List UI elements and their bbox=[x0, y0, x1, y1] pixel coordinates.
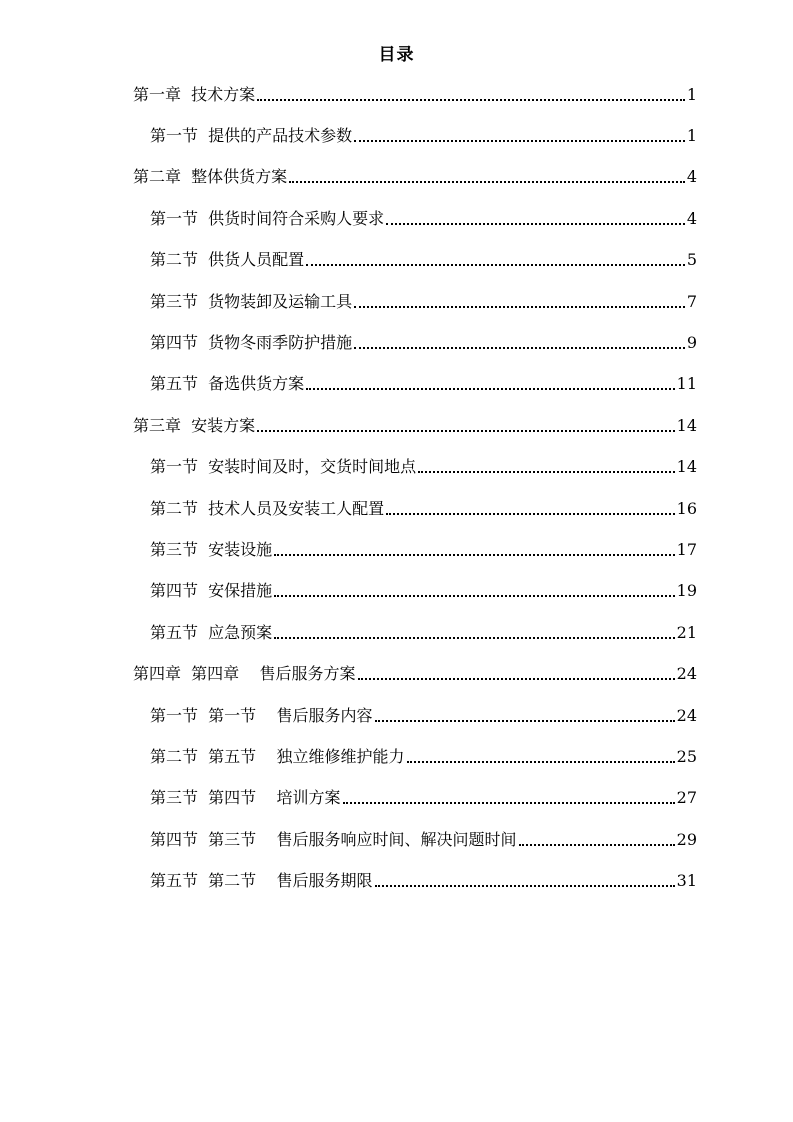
toc-page-number: 1 bbox=[686, 126, 697, 146]
dot-leader bbox=[306, 250, 685, 270]
toc-page-number: 9 bbox=[686, 333, 697, 353]
toc-entry-text: 第二节 供货人员配置 bbox=[150, 250, 305, 270]
dot-leader bbox=[274, 623, 674, 643]
toc-entry-section-4-4[interactable] bbox=[0, 819, 793, 860]
toc-entry-section-3-3[interactable] bbox=[0, 529, 793, 570]
dot-leader bbox=[407, 747, 675, 767]
toc-page-number: 24 bbox=[676, 664, 697, 684]
toc-entry-section-1-1[interactable] bbox=[0, 115, 793, 156]
toc-entry-text: 第四节 货物冬雨季防护措施 bbox=[150, 333, 353, 353]
dot-leader bbox=[358, 664, 675, 684]
dot-leader bbox=[386, 499, 674, 519]
toc-entry-text: 第五节 备选供货方案 bbox=[150, 374, 305, 394]
toc-entry-section-4-2[interactable] bbox=[0, 736, 793, 777]
toc-entry-section-3-5[interactable] bbox=[0, 612, 793, 653]
dot-leader bbox=[306, 374, 674, 394]
dot-leader bbox=[519, 830, 675, 850]
toc-entry-section-2-2[interactable] bbox=[0, 240, 793, 281]
toc-entry-text: 第五节 第二节 售后服务期限 bbox=[150, 871, 373, 891]
toc-entry-section-4-1[interactable] bbox=[0, 695, 793, 736]
toc-entry-section-3-4[interactable] bbox=[0, 571, 793, 612]
dot-leader bbox=[375, 706, 675, 726]
toc-entry-text: 第四章 第四章 售后服务方案 bbox=[133, 664, 356, 684]
toc-entry-text: 第二章 整体供货方案 bbox=[133, 167, 288, 187]
toc-entry-section-2-5[interactable] bbox=[0, 364, 793, 405]
toc-entry-text: 第三节 第四节 培训方案 bbox=[150, 788, 341, 808]
dot-leader bbox=[354, 333, 685, 353]
toc-page-number: 4 bbox=[686, 208, 697, 228]
toc-page-number: 27 bbox=[676, 788, 697, 808]
toc-entry-text: 第一节 提供的产品技术参数 bbox=[150, 126, 353, 146]
dot-leader bbox=[386, 209, 685, 229]
toc-entry-text: 第二节 技术人员及安装工人配置 bbox=[150, 498, 385, 518]
toc-entry-text: 第一节 供货时间符合采购人要求 bbox=[150, 208, 385, 228]
toc-page-number: 7 bbox=[686, 291, 697, 311]
toc-entry-text: 第四节 安保措施 bbox=[150, 581, 273, 601]
toc-entry-chapter-3[interactable] bbox=[0, 405, 793, 446]
toc-page-number: 11 bbox=[676, 374, 697, 394]
toc-entry-section-2-1[interactable] bbox=[0, 198, 793, 239]
dot-leader bbox=[274, 540, 674, 560]
toc-entry-section-3-2[interactable] bbox=[0, 488, 793, 529]
dot-leader bbox=[354, 126, 685, 146]
toc-page-number: 25 bbox=[676, 746, 697, 766]
toc-page-number: 4 bbox=[686, 167, 697, 187]
toc-entry-text: 第一节 安装时间及时，交货时间地点 bbox=[150, 457, 417, 477]
dot-leader bbox=[257, 416, 674, 436]
table-of-contents bbox=[0, 74, 793, 902]
toc-entry-chapter-1[interactable] bbox=[0, 74, 793, 115]
toc-entry-text: 第一章 技术方案 bbox=[133, 84, 256, 104]
dot-leader bbox=[274, 581, 674, 601]
toc-entry-text: 第三章 安装方案 bbox=[133, 415, 256, 435]
toc-entry-text: 第四节 第三节 售后服务响应时间、解决问题时间 bbox=[150, 829, 517, 849]
dot-leader bbox=[418, 457, 674, 477]
toc-entry-section-4-5[interactable] bbox=[0, 860, 793, 901]
dot-leader bbox=[354, 292, 685, 312]
dot-leader bbox=[343, 788, 675, 808]
toc-entry-text: 第三节 货物装卸及运输工具 bbox=[150, 291, 353, 311]
toc-title: 目录 bbox=[378, 45, 415, 65]
toc-page-number: 24 bbox=[676, 705, 697, 725]
toc-page-number: 19 bbox=[676, 581, 697, 601]
toc-entry-section-2-4[interactable] bbox=[0, 322, 793, 363]
toc-page-number: 14 bbox=[676, 415, 697, 435]
toc-page-number: 5 bbox=[686, 250, 697, 270]
toc-page-number: 21 bbox=[676, 622, 697, 642]
dot-leader bbox=[257, 85, 685, 105]
toc-entry-text: 第二节 第五节 独立维修维护能力 bbox=[150, 746, 405, 766]
toc-entry-section-2-3[interactable] bbox=[0, 281, 793, 322]
dot-leader bbox=[289, 167, 685, 187]
toc-entry-section-4-3[interactable] bbox=[0, 778, 793, 819]
toc-entry-text: 第一节 第一节 售后服务内容 bbox=[150, 705, 373, 725]
toc-page-number: 29 bbox=[676, 829, 697, 849]
toc-entry-text: 第五节 应急预案 bbox=[150, 622, 273, 642]
toc-page-number: 16 bbox=[676, 498, 697, 518]
toc-entry-section-3-1[interactable] bbox=[0, 447, 793, 488]
dot-leader bbox=[375, 871, 675, 891]
toc-entry-chapter-2[interactable] bbox=[0, 157, 793, 198]
toc-page-number: 17 bbox=[676, 539, 697, 559]
toc-page-number: 31 bbox=[676, 871, 697, 891]
toc-page-number: 1 bbox=[686, 84, 697, 104]
toc-page-number: 14 bbox=[676, 457, 697, 477]
toc-entry-chapter-4[interactable] bbox=[0, 653, 793, 694]
toc-entry-text: 第三节 安装设施 bbox=[150, 539, 273, 559]
